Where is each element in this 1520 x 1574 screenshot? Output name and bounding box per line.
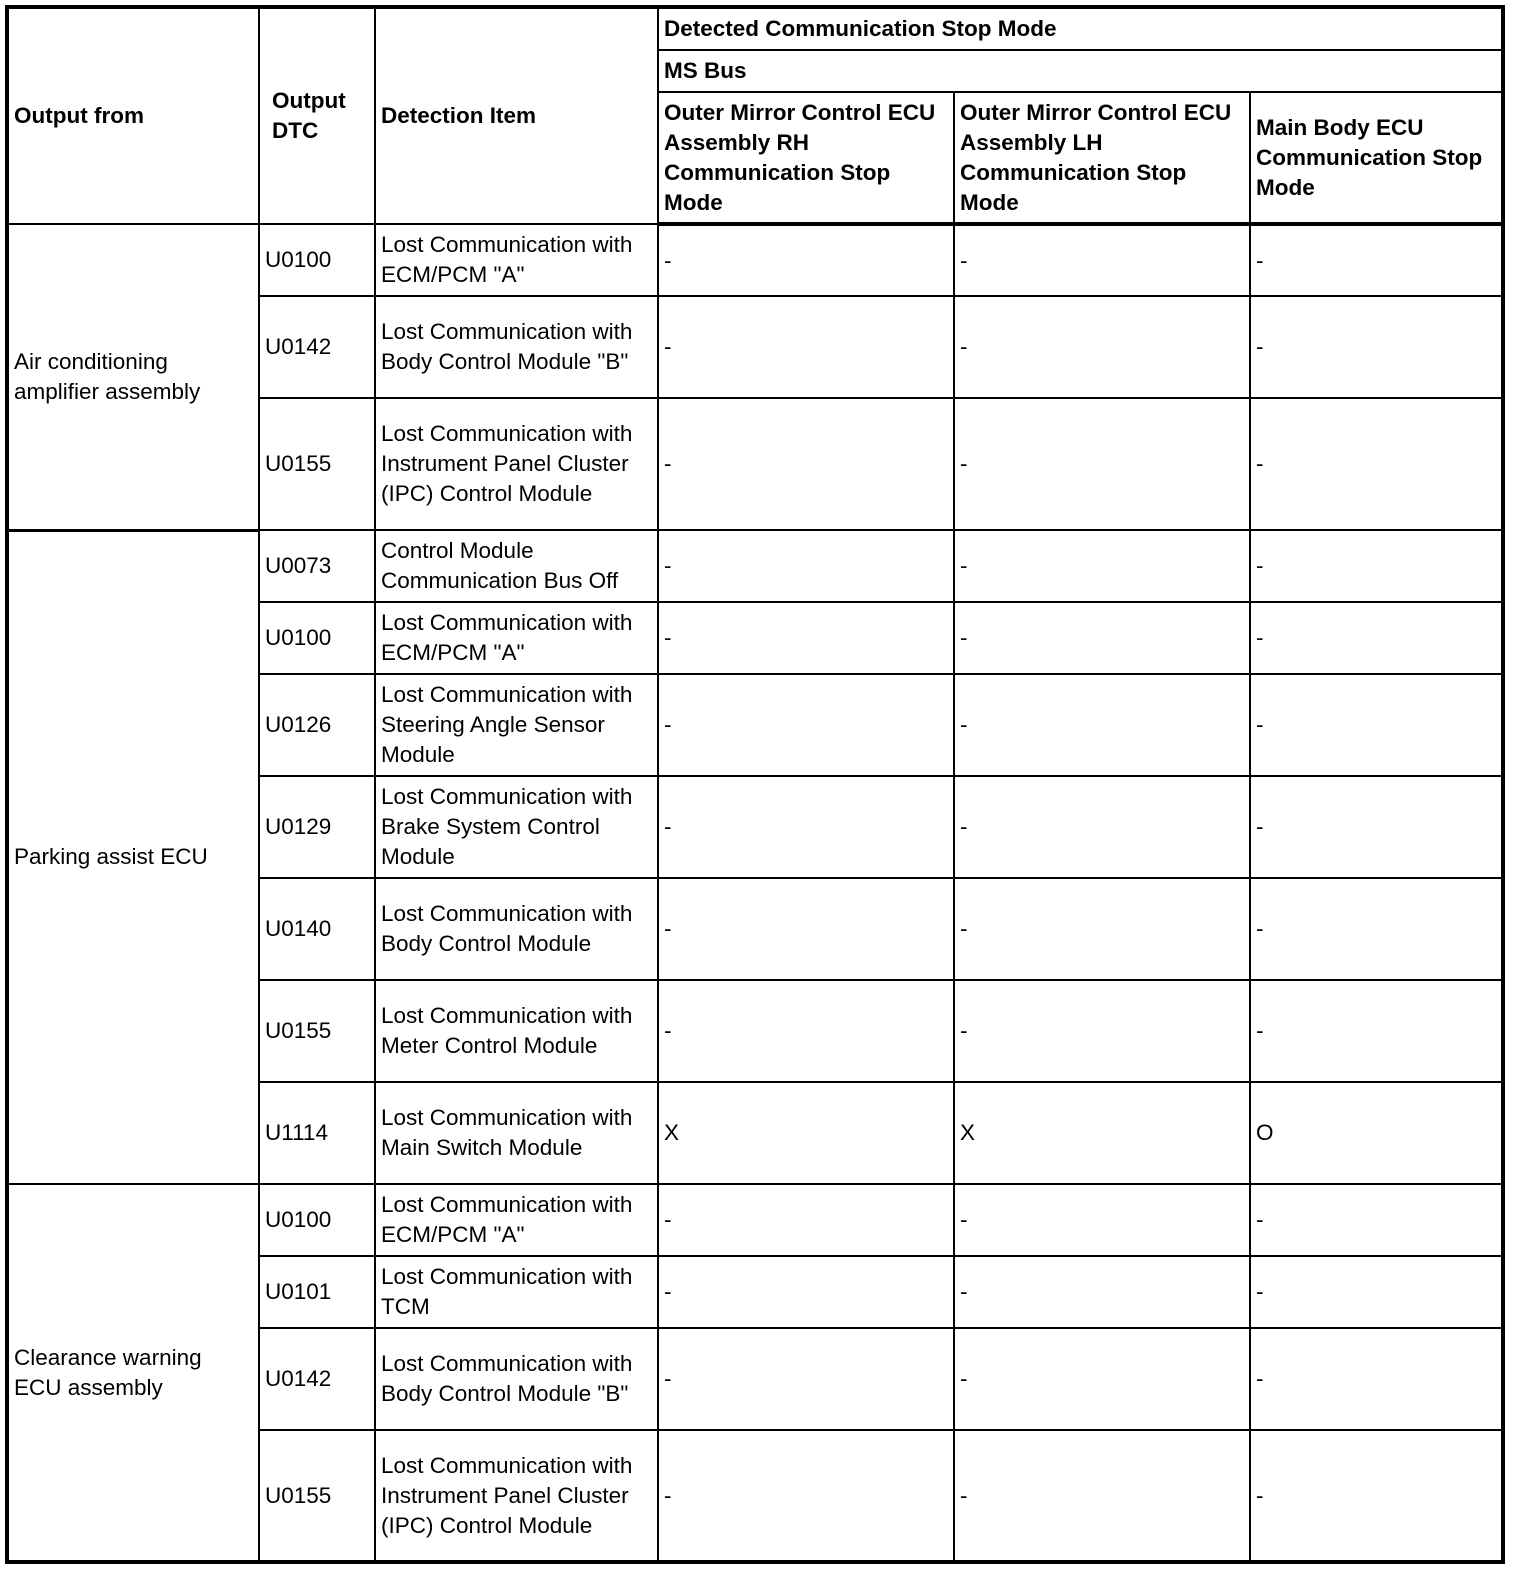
detection-item: Lost Communication with Steering Angle Sensor Module bbox=[375, 674, 658, 776]
detection-item: Lost Communication with Meter Control Module bbox=[375, 980, 658, 1082]
mode-main: - bbox=[1250, 1430, 1503, 1562]
dtc-code: U0073 bbox=[259, 530, 375, 602]
mode-rh: - bbox=[658, 1328, 954, 1430]
mode-main: - bbox=[1250, 674, 1503, 776]
mode-lh: - bbox=[954, 1184, 1250, 1256]
dtc-code: U0101 bbox=[259, 1256, 375, 1328]
dtc-code: U1114 bbox=[259, 1082, 375, 1184]
dtc-code: U0129 bbox=[259, 776, 375, 878]
mode-main: - bbox=[1250, 296, 1503, 398]
mode-lh: - bbox=[954, 530, 1250, 602]
mode-lh: X bbox=[954, 1082, 1250, 1184]
dtc-code: U0142 bbox=[259, 296, 375, 398]
mode-rh: - bbox=[658, 674, 954, 776]
mode-main: - bbox=[1250, 1328, 1503, 1430]
dtc-code: U0100 bbox=[259, 224, 375, 296]
mode-main: - bbox=[1250, 980, 1503, 1082]
detection-item: Lost Communication with ECM/PCM "A" bbox=[375, 224, 658, 296]
detection-item: Lost Communication with Instrument Panel Cluster (IPC) Control Module bbox=[375, 1430, 658, 1562]
mode-main: - bbox=[1250, 878, 1503, 980]
mode-lh: - bbox=[954, 1328, 1250, 1430]
mode-main: - bbox=[1250, 602, 1503, 674]
mode-rh: - bbox=[658, 530, 954, 602]
header-output-dtc: Output DTC bbox=[259, 7, 375, 224]
header-output-from: Output from bbox=[7, 7, 259, 224]
mode-rh: - bbox=[658, 1184, 954, 1256]
dtc-communication-stop-mode-table bbox=[5, 5, 1505, 1564]
detection-item: Lost Communication with ECM/PCM "A" bbox=[375, 602, 658, 674]
mode-lh: - bbox=[954, 1256, 1250, 1328]
dtc-code: U0100 bbox=[259, 602, 375, 674]
header-detected-communication-stop-mode: Detected Communication Stop Mode bbox=[658, 7, 1503, 50]
mode-rh: X bbox=[658, 1082, 954, 1184]
mode-lh: - bbox=[954, 224, 1250, 296]
mode-rh: - bbox=[658, 224, 954, 296]
detection-item: Lost Communication with Instrument Panel Cluster (IPC) Control Module bbox=[375, 398, 658, 530]
mode-lh: - bbox=[954, 878, 1250, 980]
detection-item: Lost Communication with Body Control Module "B" bbox=[375, 296, 658, 398]
output-from-cell: Parking assist ECU bbox=[7, 530, 259, 1184]
detection-item: Lost Communication with ECM/PCM "A" bbox=[375, 1184, 658, 1256]
detection-item: Lost Communication with Body Control Module "B" bbox=[375, 1328, 658, 1430]
mode-lh: - bbox=[954, 602, 1250, 674]
mode-lh: - bbox=[954, 674, 1250, 776]
mode-main: - bbox=[1250, 224, 1503, 296]
detection-item: Lost Communication with Main Switch Module bbox=[375, 1082, 658, 1184]
mode-main: - bbox=[1250, 776, 1503, 878]
header-detection-item: Detection Item bbox=[375, 7, 658, 224]
mode-rh: - bbox=[658, 878, 954, 980]
mode-rh: - bbox=[658, 602, 954, 674]
detection-item: Lost Communication with Brake System Control Module bbox=[375, 776, 658, 878]
header-outer-mirror-rh: Outer Mirror Control ECU Assembly RH Communication Stop Mode bbox=[658, 92, 954, 224]
mode-lh: - bbox=[954, 980, 1250, 1082]
mode-rh: - bbox=[658, 1430, 954, 1562]
dtc-code: U0155 bbox=[259, 398, 375, 530]
mode-rh: - bbox=[658, 776, 954, 878]
header-outer-mirror-lh: Outer Mirror Control ECU Assembly LH Communication Stop Mode bbox=[954, 92, 1250, 224]
dtc-code: U0100 bbox=[259, 1184, 375, 1256]
mode-lh: - bbox=[954, 1430, 1250, 1562]
mode-rh: - bbox=[658, 296, 954, 398]
mode-main: - bbox=[1250, 530, 1503, 602]
mode-main: - bbox=[1250, 1184, 1503, 1256]
mode-lh: - bbox=[954, 398, 1250, 530]
mode-rh: - bbox=[658, 1256, 954, 1328]
dtc-code: U0126 bbox=[259, 674, 375, 776]
table-row bbox=[7, 1184, 1503, 1256]
dtc-code: U0155 bbox=[259, 1430, 375, 1562]
output-from-cell: Air conditioning amplifier assembly bbox=[7, 224, 259, 530]
dtc-code: U0155 bbox=[259, 980, 375, 1082]
detection-item: Lost Communication with TCM bbox=[375, 1256, 658, 1328]
mode-rh: - bbox=[658, 398, 954, 530]
table-row bbox=[7, 530, 1503, 602]
dtc-code: U0142 bbox=[259, 1328, 375, 1430]
header-ms-bus: MS Bus bbox=[658, 50, 1503, 92]
dtc-table-container bbox=[5, 5, 1505, 1564]
detection-item: Control Module Communication Bus Off bbox=[375, 530, 658, 602]
mode-main: O bbox=[1250, 1082, 1503, 1184]
mode-rh: - bbox=[658, 980, 954, 1082]
detection-item: Lost Communication with Body Control Module bbox=[375, 878, 658, 980]
output-from-cell: Clearance warning ECU assembly bbox=[7, 1184, 259, 1562]
header-main-body-ecu: Main Body ECU Communication Stop Mode bbox=[1250, 92, 1503, 224]
mode-main: - bbox=[1250, 1256, 1503, 1328]
mode-lh: - bbox=[954, 776, 1250, 878]
dtc-code: U0140 bbox=[259, 878, 375, 980]
mode-lh: - bbox=[954, 296, 1250, 398]
table-row bbox=[7, 224, 1503, 296]
mode-main: - bbox=[1250, 398, 1503, 530]
